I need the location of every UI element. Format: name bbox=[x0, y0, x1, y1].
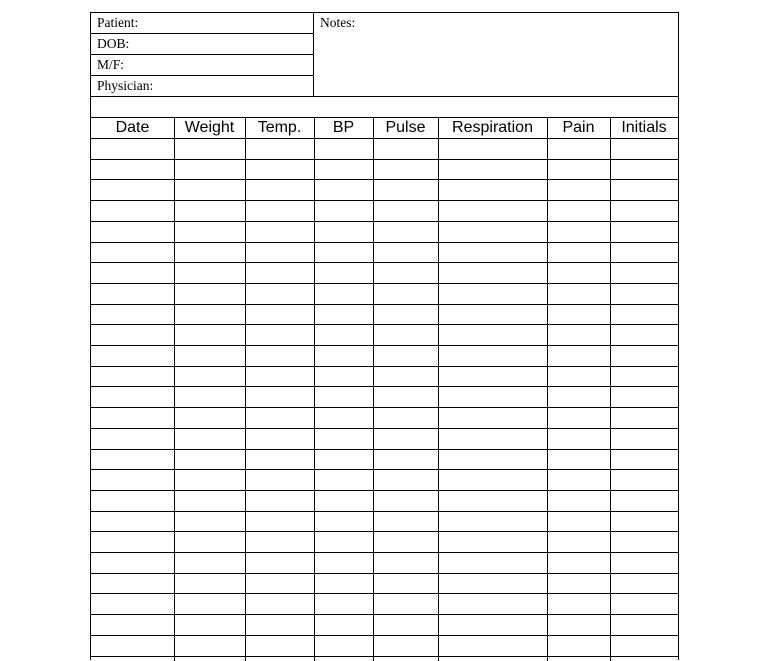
table-cell[interactable] bbox=[314, 470, 373, 491]
table-cell[interactable] bbox=[610, 594, 678, 615]
table-cell[interactable] bbox=[373, 305, 438, 326]
table-cell[interactable] bbox=[610, 367, 678, 388]
table-cell[interactable] bbox=[373, 387, 438, 408]
patient-field[interactable] bbox=[91, 13, 313, 34]
table-cell[interactable] bbox=[91, 305, 174, 326]
table-cell[interactable] bbox=[91, 284, 174, 305]
table-cell[interactable] bbox=[314, 408, 373, 429]
table-cell[interactable] bbox=[91, 532, 174, 553]
table-cell[interactable] bbox=[91, 325, 174, 346]
table-cell[interactable] bbox=[245, 491, 314, 512]
table-cell[interactable] bbox=[174, 222, 245, 243]
table-cell[interactable] bbox=[438, 408, 547, 429]
table-cell[interactable] bbox=[438, 139, 547, 160]
table-cell[interactable] bbox=[174, 387, 245, 408]
table-cell[interactable] bbox=[91, 450, 174, 471]
table-cell[interactable] bbox=[91, 346, 174, 367]
table-cell[interactable] bbox=[547, 180, 610, 201]
table-cell[interactable] bbox=[610, 139, 678, 160]
table-cell[interactable] bbox=[314, 325, 373, 346]
table-cell[interactable] bbox=[610, 284, 678, 305]
table-cell[interactable] bbox=[245, 450, 314, 471]
table-cell[interactable] bbox=[174, 594, 245, 615]
table-cell[interactable] bbox=[438, 367, 547, 388]
table-cell[interactable] bbox=[245, 594, 314, 615]
table-cell[interactable] bbox=[174, 574, 245, 595]
table-cell[interactable] bbox=[373, 594, 438, 615]
table-cell[interactable] bbox=[245, 284, 314, 305]
table-cell[interactable] bbox=[610, 243, 678, 264]
table-cell[interactable] bbox=[438, 263, 547, 284]
table-cell[interactable] bbox=[610, 408, 678, 429]
table-cell[interactable] bbox=[314, 222, 373, 243]
table-cell[interactable] bbox=[610, 574, 678, 595]
table-cell[interactable] bbox=[245, 325, 314, 346]
table-cell[interactable] bbox=[373, 429, 438, 450]
table-cell[interactable] bbox=[245, 615, 314, 636]
table-cell[interactable] bbox=[373, 284, 438, 305]
table-cell[interactable] bbox=[91, 139, 174, 160]
table-cell[interactable] bbox=[91, 429, 174, 450]
table-cell[interactable] bbox=[373, 615, 438, 636]
table-cell[interactable] bbox=[245, 553, 314, 574]
table-cell[interactable] bbox=[314, 263, 373, 284]
table-cell[interactable] bbox=[174, 512, 245, 533]
table-cell[interactable] bbox=[373, 201, 438, 222]
table-cell[interactable] bbox=[91, 201, 174, 222]
table-cell[interactable] bbox=[174, 325, 245, 346]
blank-separator-row bbox=[91, 97, 678, 118]
table-cell[interactable] bbox=[438, 553, 547, 574]
table-cell[interactable] bbox=[373, 243, 438, 264]
table-cell[interactable] bbox=[610, 201, 678, 222]
table-cell[interactable] bbox=[245, 408, 314, 429]
table-cell[interactable] bbox=[314, 305, 373, 326]
dob-field[interactable] bbox=[91, 34, 313, 55]
table-cell[interactable] bbox=[91, 553, 174, 574]
table-cell[interactable] bbox=[91, 180, 174, 201]
table-cell[interactable] bbox=[373, 408, 438, 429]
table-cell[interactable] bbox=[174, 139, 245, 160]
table-cell[interactable] bbox=[245, 512, 314, 533]
table-cell[interactable] bbox=[373, 532, 438, 553]
table-cell[interactable] bbox=[438, 222, 547, 243]
table-cell[interactable] bbox=[547, 553, 610, 574]
table-cell[interactable] bbox=[547, 325, 610, 346]
column-header-pulse: Pulse bbox=[385, 119, 426, 136]
table-cell[interactable] bbox=[314, 429, 373, 450]
table-cell[interactable] bbox=[314, 553, 373, 574]
table-cell[interactable] bbox=[373, 222, 438, 243]
table-cell[interactable] bbox=[245, 160, 314, 181]
table-cell[interactable] bbox=[174, 553, 245, 574]
table-cell[interactable] bbox=[245, 574, 314, 595]
table-cell[interactable] bbox=[610, 450, 678, 471]
physician-label: Physician: bbox=[97, 78, 154, 93]
table-cell[interactable] bbox=[610, 305, 678, 326]
table-cell[interactable] bbox=[174, 636, 245, 657]
table-cell[interactable] bbox=[547, 450, 610, 471]
table-cell[interactable] bbox=[314, 346, 373, 367]
table-cell[interactable] bbox=[373, 636, 438, 657]
table-cell[interactable] bbox=[245, 180, 314, 201]
table-cell[interactable] bbox=[610, 346, 678, 367]
table-cell[interactable] bbox=[314, 615, 373, 636]
table-cell[interactable] bbox=[314, 512, 373, 533]
table-cell[interactable] bbox=[547, 636, 610, 657]
table-cell[interactable] bbox=[314, 594, 373, 615]
table-cell[interactable] bbox=[245, 387, 314, 408]
table-cell[interactable] bbox=[245, 636, 314, 657]
column-header-bp: BP bbox=[332, 119, 355, 136]
table-cell[interactable] bbox=[174, 201, 245, 222]
table-cell[interactable] bbox=[91, 160, 174, 181]
table-cell[interactable] bbox=[245, 470, 314, 491]
table-cell[interactable] bbox=[373, 450, 438, 471]
table-cell[interactable] bbox=[314, 201, 373, 222]
table-cell[interactable] bbox=[314, 160, 373, 181]
table-cell[interactable] bbox=[91, 574, 174, 595]
table-cell[interactable] bbox=[438, 305, 547, 326]
table-cell[interactable] bbox=[438, 512, 547, 533]
table-cell[interactable] bbox=[91, 615, 174, 636]
table-cell[interactable] bbox=[373, 512, 438, 533]
table-cell[interactable] bbox=[245, 263, 314, 284]
sex-label: M/F: bbox=[97, 57, 125, 72]
table-cell[interactable] bbox=[245, 243, 314, 264]
table-cell[interactable] bbox=[174, 491, 245, 512]
patient-details bbox=[91, 13, 314, 97]
table-cell[interactable] bbox=[174, 180, 245, 201]
table-cell[interactable] bbox=[174, 429, 245, 450]
table-cell[interactable] bbox=[438, 201, 547, 222]
table-cell[interactable] bbox=[610, 387, 678, 408]
dob-label: DOB: bbox=[97, 36, 130, 51]
column-header-initials: Initials bbox=[621, 119, 667, 136]
table-cell[interactable] bbox=[610, 429, 678, 450]
table-cell[interactable] bbox=[314, 243, 373, 264]
table-cell[interactable] bbox=[547, 160, 610, 181]
table-cell[interactable] bbox=[245, 222, 314, 243]
table-cell[interactable] bbox=[373, 325, 438, 346]
table-cell[interactable] bbox=[245, 367, 314, 388]
table-cell[interactable] bbox=[547, 263, 610, 284]
table-cell[interactable] bbox=[91, 243, 174, 264]
patient-info-section bbox=[91, 13, 678, 97]
table-cell[interactable] bbox=[174, 450, 245, 471]
vitals-log-table bbox=[91, 118, 678, 661]
column-header-weight: Weight bbox=[184, 119, 235, 136]
table-cell[interactable] bbox=[245, 201, 314, 222]
table-cell[interactable] bbox=[91, 222, 174, 243]
table-cell[interactable] bbox=[438, 325, 547, 346]
table-cell[interactable] bbox=[438, 180, 547, 201]
table-cell[interactable] bbox=[610, 160, 678, 181]
table-cell[interactable] bbox=[373, 574, 438, 595]
table-cell[interactable] bbox=[547, 532, 610, 553]
table-cell[interactable] bbox=[373, 470, 438, 491]
table-cell[interactable] bbox=[91, 636, 174, 657]
table-cell[interactable] bbox=[174, 263, 245, 284]
patient-label: Patient: bbox=[97, 15, 139, 30]
table-cell[interactable] bbox=[373, 553, 438, 574]
table-cell[interactable] bbox=[547, 408, 610, 429]
table-cell[interactable] bbox=[373, 367, 438, 388]
column-header-pain: Pain bbox=[562, 119, 595, 136]
table-cell[interactable] bbox=[438, 387, 547, 408]
table-cell[interactable] bbox=[438, 284, 547, 305]
row-divider bbox=[91, 656, 678, 657]
table-cell[interactable] bbox=[314, 284, 373, 305]
table-cell[interactable] bbox=[547, 139, 610, 160]
table-cell[interactable] bbox=[438, 636, 547, 657]
table-cell[interactable] bbox=[174, 160, 245, 181]
table-cell[interactable] bbox=[438, 429, 547, 450]
table-cell[interactable] bbox=[314, 387, 373, 408]
table-cell[interactable] bbox=[174, 470, 245, 491]
table-cell[interactable] bbox=[174, 305, 245, 326]
table-cell[interactable] bbox=[438, 532, 547, 553]
table-cell[interactable] bbox=[438, 615, 547, 636]
table-cell[interactable] bbox=[373, 491, 438, 512]
table-cell[interactable] bbox=[91, 387, 174, 408]
notes-field[interactable] bbox=[314, 13, 678, 97]
table-cell[interactable] bbox=[547, 429, 610, 450]
table-cell[interactable] bbox=[547, 594, 610, 615]
table-cell[interactable] bbox=[438, 346, 547, 367]
table-cell[interactable] bbox=[174, 367, 245, 388]
table-cell[interactable] bbox=[245, 429, 314, 450]
table-cell[interactable] bbox=[174, 532, 245, 553]
table-cell[interactable] bbox=[314, 180, 373, 201]
notes-label: Notes: bbox=[320, 15, 356, 30]
table-cell[interactable] bbox=[547, 201, 610, 222]
table-cell[interactable] bbox=[373, 139, 438, 160]
table-cell[interactable] bbox=[610, 512, 678, 533]
table-cell[interactable] bbox=[547, 243, 610, 264]
table-cell[interactable] bbox=[610, 553, 678, 574]
column-header-date: Date bbox=[115, 119, 150, 136]
table-cell[interactable] bbox=[610, 615, 678, 636]
table-cell[interactable] bbox=[438, 470, 547, 491]
table-cell[interactable] bbox=[91, 470, 174, 491]
table-cell[interactable] bbox=[547, 470, 610, 491]
table-cell[interactable] bbox=[314, 491, 373, 512]
table-cell[interactable] bbox=[547, 512, 610, 533]
table-cell[interactable] bbox=[314, 367, 373, 388]
table-cell[interactable] bbox=[438, 491, 547, 512]
table-cell[interactable] bbox=[174, 346, 245, 367]
table-cell[interactable] bbox=[547, 615, 610, 636]
table-cell[interactable] bbox=[174, 615, 245, 636]
table-cell[interactable] bbox=[610, 636, 678, 657]
table-cell[interactable] bbox=[245, 532, 314, 553]
table-cell[interactable] bbox=[547, 387, 610, 408]
table-cell[interactable] bbox=[547, 346, 610, 367]
table-cell[interactable] bbox=[314, 636, 373, 657]
table-cell[interactable] bbox=[610, 470, 678, 491]
table-cell[interactable] bbox=[373, 160, 438, 181]
table-cell[interactable] bbox=[314, 450, 373, 471]
table-cell[interactable] bbox=[91, 594, 174, 615]
table-cell[interactable] bbox=[547, 574, 610, 595]
table-cell[interactable] bbox=[245, 346, 314, 367]
table-cell[interactable] bbox=[314, 574, 373, 595]
table-cell[interactable] bbox=[438, 160, 547, 181]
table-cell[interactable] bbox=[373, 346, 438, 367]
table-cell[interactable] bbox=[547, 305, 610, 326]
table-cell[interactable] bbox=[373, 180, 438, 201]
table-cell[interactable] bbox=[91, 491, 174, 512]
table-cell[interactable] bbox=[547, 367, 610, 388]
table-cell[interactable] bbox=[91, 408, 174, 429]
table-cell[interactable] bbox=[438, 243, 547, 264]
column-header-temp: Temp. bbox=[257, 119, 302, 136]
table-cell[interactable] bbox=[438, 594, 547, 615]
table-cell[interactable] bbox=[314, 532, 373, 553]
table-cell[interactable] bbox=[610, 180, 678, 201]
column-header-respiration: Respiration bbox=[452, 119, 533, 136]
table-cell[interactable] bbox=[91, 512, 174, 533]
table-cell[interactable] bbox=[245, 305, 314, 326]
table-cell[interactable] bbox=[245, 139, 314, 160]
table-cell[interactable] bbox=[314, 139, 373, 160]
table-cell[interactable] bbox=[91, 263, 174, 284]
table-cell[interactable] bbox=[610, 222, 678, 243]
table-cell[interactable] bbox=[610, 491, 678, 512]
table-cell[interactable] bbox=[174, 243, 245, 264]
physician-field[interactable] bbox=[91, 76, 313, 97]
table-cell[interactable] bbox=[547, 491, 610, 512]
table-cell[interactable] bbox=[91, 367, 174, 388]
table-cell[interactable] bbox=[547, 284, 610, 305]
table-cell[interactable] bbox=[547, 222, 610, 243]
table-cell[interactable] bbox=[174, 408, 245, 429]
table-cell[interactable] bbox=[438, 574, 547, 595]
vital-signs-form bbox=[90, 12, 679, 660]
table-cell[interactable] bbox=[610, 263, 678, 284]
table-cell[interactable] bbox=[610, 532, 678, 553]
table-cell[interactable] bbox=[174, 284, 245, 305]
table-cell[interactable] bbox=[610, 325, 678, 346]
table-cell[interactable] bbox=[373, 263, 438, 284]
sex-field[interactable] bbox=[91, 55, 313, 76]
table-cell[interactable] bbox=[438, 450, 547, 471]
